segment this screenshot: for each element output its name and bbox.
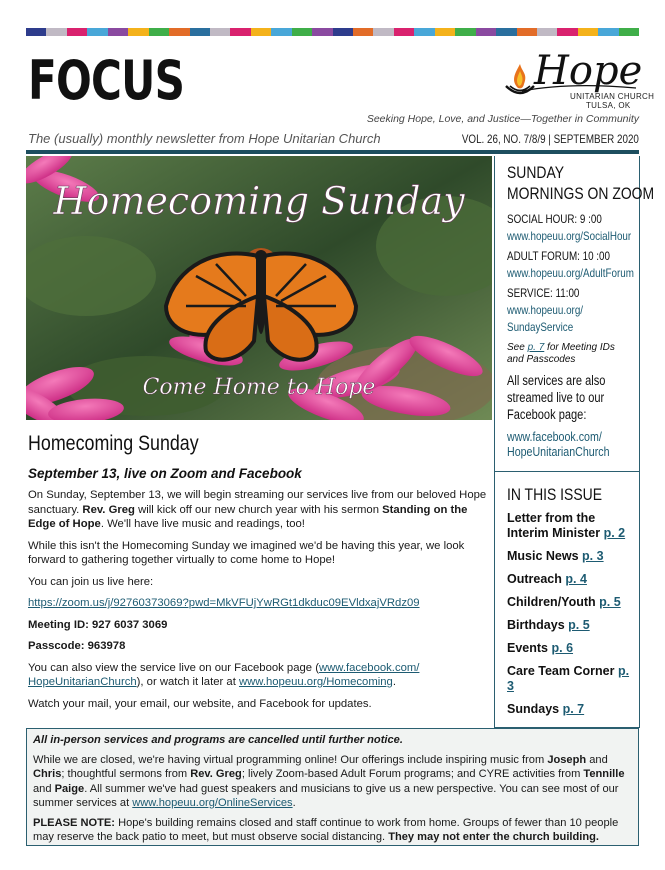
hero-image bbox=[26, 156, 492, 420]
notice-paragraph: PLEASE NOTE: Hope's building remains closed and staff continue to work from home. Groups of fewer than 10 people may reserve the back patio to meet, but must observe social distancing. They may not enter the church building. bbox=[33, 816, 619, 843]
sidebar-heading-line2: MORNINGS ON ZOOM bbox=[507, 184, 655, 203]
stripe-segment bbox=[149, 28, 169, 36]
in-this-issue-heading: IN THIS ISSUE bbox=[507, 485, 603, 504]
stripe-segment bbox=[435, 28, 455, 36]
facebook-link-line2[interactable]: HopeUnitarianChurch bbox=[507, 444, 610, 459]
stripe-segment bbox=[108, 28, 128, 36]
meeting-id: Meeting ID: 927 6037 3069 bbox=[28, 618, 168, 631]
article-paragraph: You can also view the service live on our Facebook page (www.facebook.com/ HopeUnitarianChurch), or watch it later at www.hopeuu.org/Homecoming. bbox=[28, 661, 420, 688]
stripe-segment bbox=[271, 28, 291, 36]
stripe-segment bbox=[537, 28, 557, 36]
issue-item[interactable]: Care Team Corner p. 3 bbox=[507, 664, 630, 693]
stream-line2: streamed live to our bbox=[507, 390, 605, 405]
stripe-segment bbox=[210, 28, 230, 36]
facebook-page-link[interactable]: www.facebook.com/ HopeUnitarianChurch bbox=[28, 661, 420, 688]
stripe-segment bbox=[128, 28, 148, 36]
article-paragraph: Watch your mail, your email, our website, and Facebook for updates. bbox=[28, 697, 372, 710]
stripe-segment bbox=[169, 28, 189, 36]
social-hour-label: SOCIAL HOUR: 9 :00 bbox=[507, 212, 602, 226]
church-tagline: Seeking Hope, Love, and Justice—Together in Community bbox=[366, 113, 639, 125]
stripe-segment bbox=[67, 28, 87, 36]
article-paragraph: On Sunday, September 13, we will begin streaming our services live from our beloved Hope sanctuary. Rev. Greg will kick off our new church year with his sermon Standing on the Edge of Hope. We'll have live music and readings, too! bbox=[28, 489, 487, 530]
passcode: Passcode: 963978 bbox=[28, 640, 126, 652]
stripe-segment bbox=[414, 28, 434, 36]
sidebar-divider bbox=[495, 471, 639, 472]
stripe-segment bbox=[251, 28, 271, 36]
stripe-segment bbox=[312, 28, 332, 36]
masthead-rule bbox=[26, 150, 639, 154]
homecoming-article bbox=[28, 432, 490, 711]
stripe-segment bbox=[353, 28, 373, 36]
adult-forum-link[interactable]: www.hopeuu.org/AdultForum bbox=[507, 266, 634, 280]
stripe-segment bbox=[373, 28, 393, 36]
church-logo[interactable] bbox=[500, 42, 655, 110]
stripe-segment bbox=[619, 28, 639, 36]
issue-item[interactable]: Music News p. 3 bbox=[507, 549, 604, 563]
stripe-segment bbox=[333, 28, 353, 36]
closure-notice bbox=[26, 728, 639, 846]
issue-item[interactable]: Outreach p. 4 bbox=[507, 572, 587, 586]
stripe-segment bbox=[476, 28, 496, 36]
homecoming-link[interactable]: www.hopeuu.org/Homecoming bbox=[238, 676, 393, 688]
stripe-segment bbox=[292, 28, 312, 36]
stripe-segment bbox=[46, 28, 66, 36]
logo-word: Hope bbox=[534, 48, 642, 94]
stripe-segment bbox=[87, 28, 107, 36]
stripe-segment bbox=[578, 28, 598, 36]
article-title: Homecoming Sunday bbox=[28, 432, 199, 455]
article-paragraph: You can join us live here: bbox=[28, 575, 154, 588]
notice-headline: All in-person services and programs are cancelled until further notice. bbox=[33, 734, 403, 746]
issue-item[interactable]: Sundays p. 7 bbox=[507, 702, 585, 716]
stripe-segment bbox=[455, 28, 475, 36]
service-link-line1[interactable]: www.hopeuu.org/ bbox=[507, 303, 584, 317]
issue-item[interactable]: Birthdays p. 5 bbox=[507, 618, 590, 632]
stripe-segment bbox=[230, 28, 250, 36]
sidebar-heading-line1: SUNDAY bbox=[507, 163, 565, 182]
social-hour-link[interactable]: www.hopeuu.org/SocialHour bbox=[507, 229, 632, 243]
zoom-link[interactable]: https://zoom.us/j/92760373069?pwd=MkVFUjYwRGt1dkduc09EVldxajVRdz09 bbox=[28, 597, 420, 609]
stream-line1: All services are also bbox=[507, 373, 606, 388]
stripe-segment bbox=[496, 28, 516, 36]
logo-line2: TULSA, OK bbox=[586, 101, 631, 110]
article-subtitle: September 13, live on Zoom and Facebook bbox=[28, 466, 302, 481]
stripe-segment bbox=[598, 28, 618, 36]
article-paragraph: While this isn't the Homecoming Sunday we imagined we'd be having this year, we look forward to gathering together virtually to come home to Hope! bbox=[28, 539, 465, 566]
masthead-color-stripe bbox=[26, 28, 639, 36]
stripe-segment bbox=[557, 28, 577, 36]
hero-caption: Come Home to Hope bbox=[142, 375, 376, 400]
newsletter-title: FOCUS bbox=[28, 49, 185, 112]
meeting-ids-note: See p. 7 for Meeting IDs and Passcodes bbox=[507, 342, 615, 365]
online-services-link[interactable]: www.hopeuu.org/OnlineServices bbox=[132, 797, 293, 809]
stripe-segment bbox=[394, 28, 414, 36]
notice-paragraph: While we are closed, we're having virtual programming online! Our offerings include inspiring music from Joseph and Chris; thoughtful sermons from Rev. Greg; lively Zoom-based Adult Forum programs; and CYRE activities from Tennille and Paige. All summer we've had guest speakers and musicians to give us a new perspective. You can see most of our summer services at www.hopeuu.org/OnlineServices. bbox=[33, 753, 625, 809]
hero-headline: Homecoming Sunday bbox=[53, 179, 465, 223]
issue-volume: VOL. 26, NO. 7/8/9 | SEPTEMBER 2020 bbox=[461, 132, 639, 146]
stripe-segment bbox=[26, 28, 46, 36]
stripe-segment bbox=[517, 28, 537, 36]
stripe-segment bbox=[190, 28, 210, 36]
issue-item[interactable]: Children/Youth p. 5 bbox=[507, 595, 621, 609]
sidebar bbox=[494, 156, 655, 728]
logo-line1: UNITARIAN CHURCH bbox=[570, 92, 655, 101]
facebook-link-line1[interactable]: www.facebook.com/ bbox=[507, 429, 602, 444]
meeting-ids-page-link[interactable]: p. 7 bbox=[527, 342, 545, 353]
adult-forum-label: ADULT FORUM: 10 :00 bbox=[507, 249, 610, 263]
service-label: SERVICE: 11:00 bbox=[507, 286, 580, 300]
issue-item[interactable]: Events p. 6 bbox=[507, 641, 574, 655]
issue-item[interactable]: Letter from the Interim Minister p. 2 bbox=[507, 511, 626, 540]
stream-line3: Facebook page: bbox=[507, 407, 587, 422]
service-link-line2[interactable]: SundayService bbox=[507, 320, 574, 334]
newsletter-subtitle: The (usually) monthly newsletter from Hope Unitarian Church bbox=[28, 131, 381, 146]
